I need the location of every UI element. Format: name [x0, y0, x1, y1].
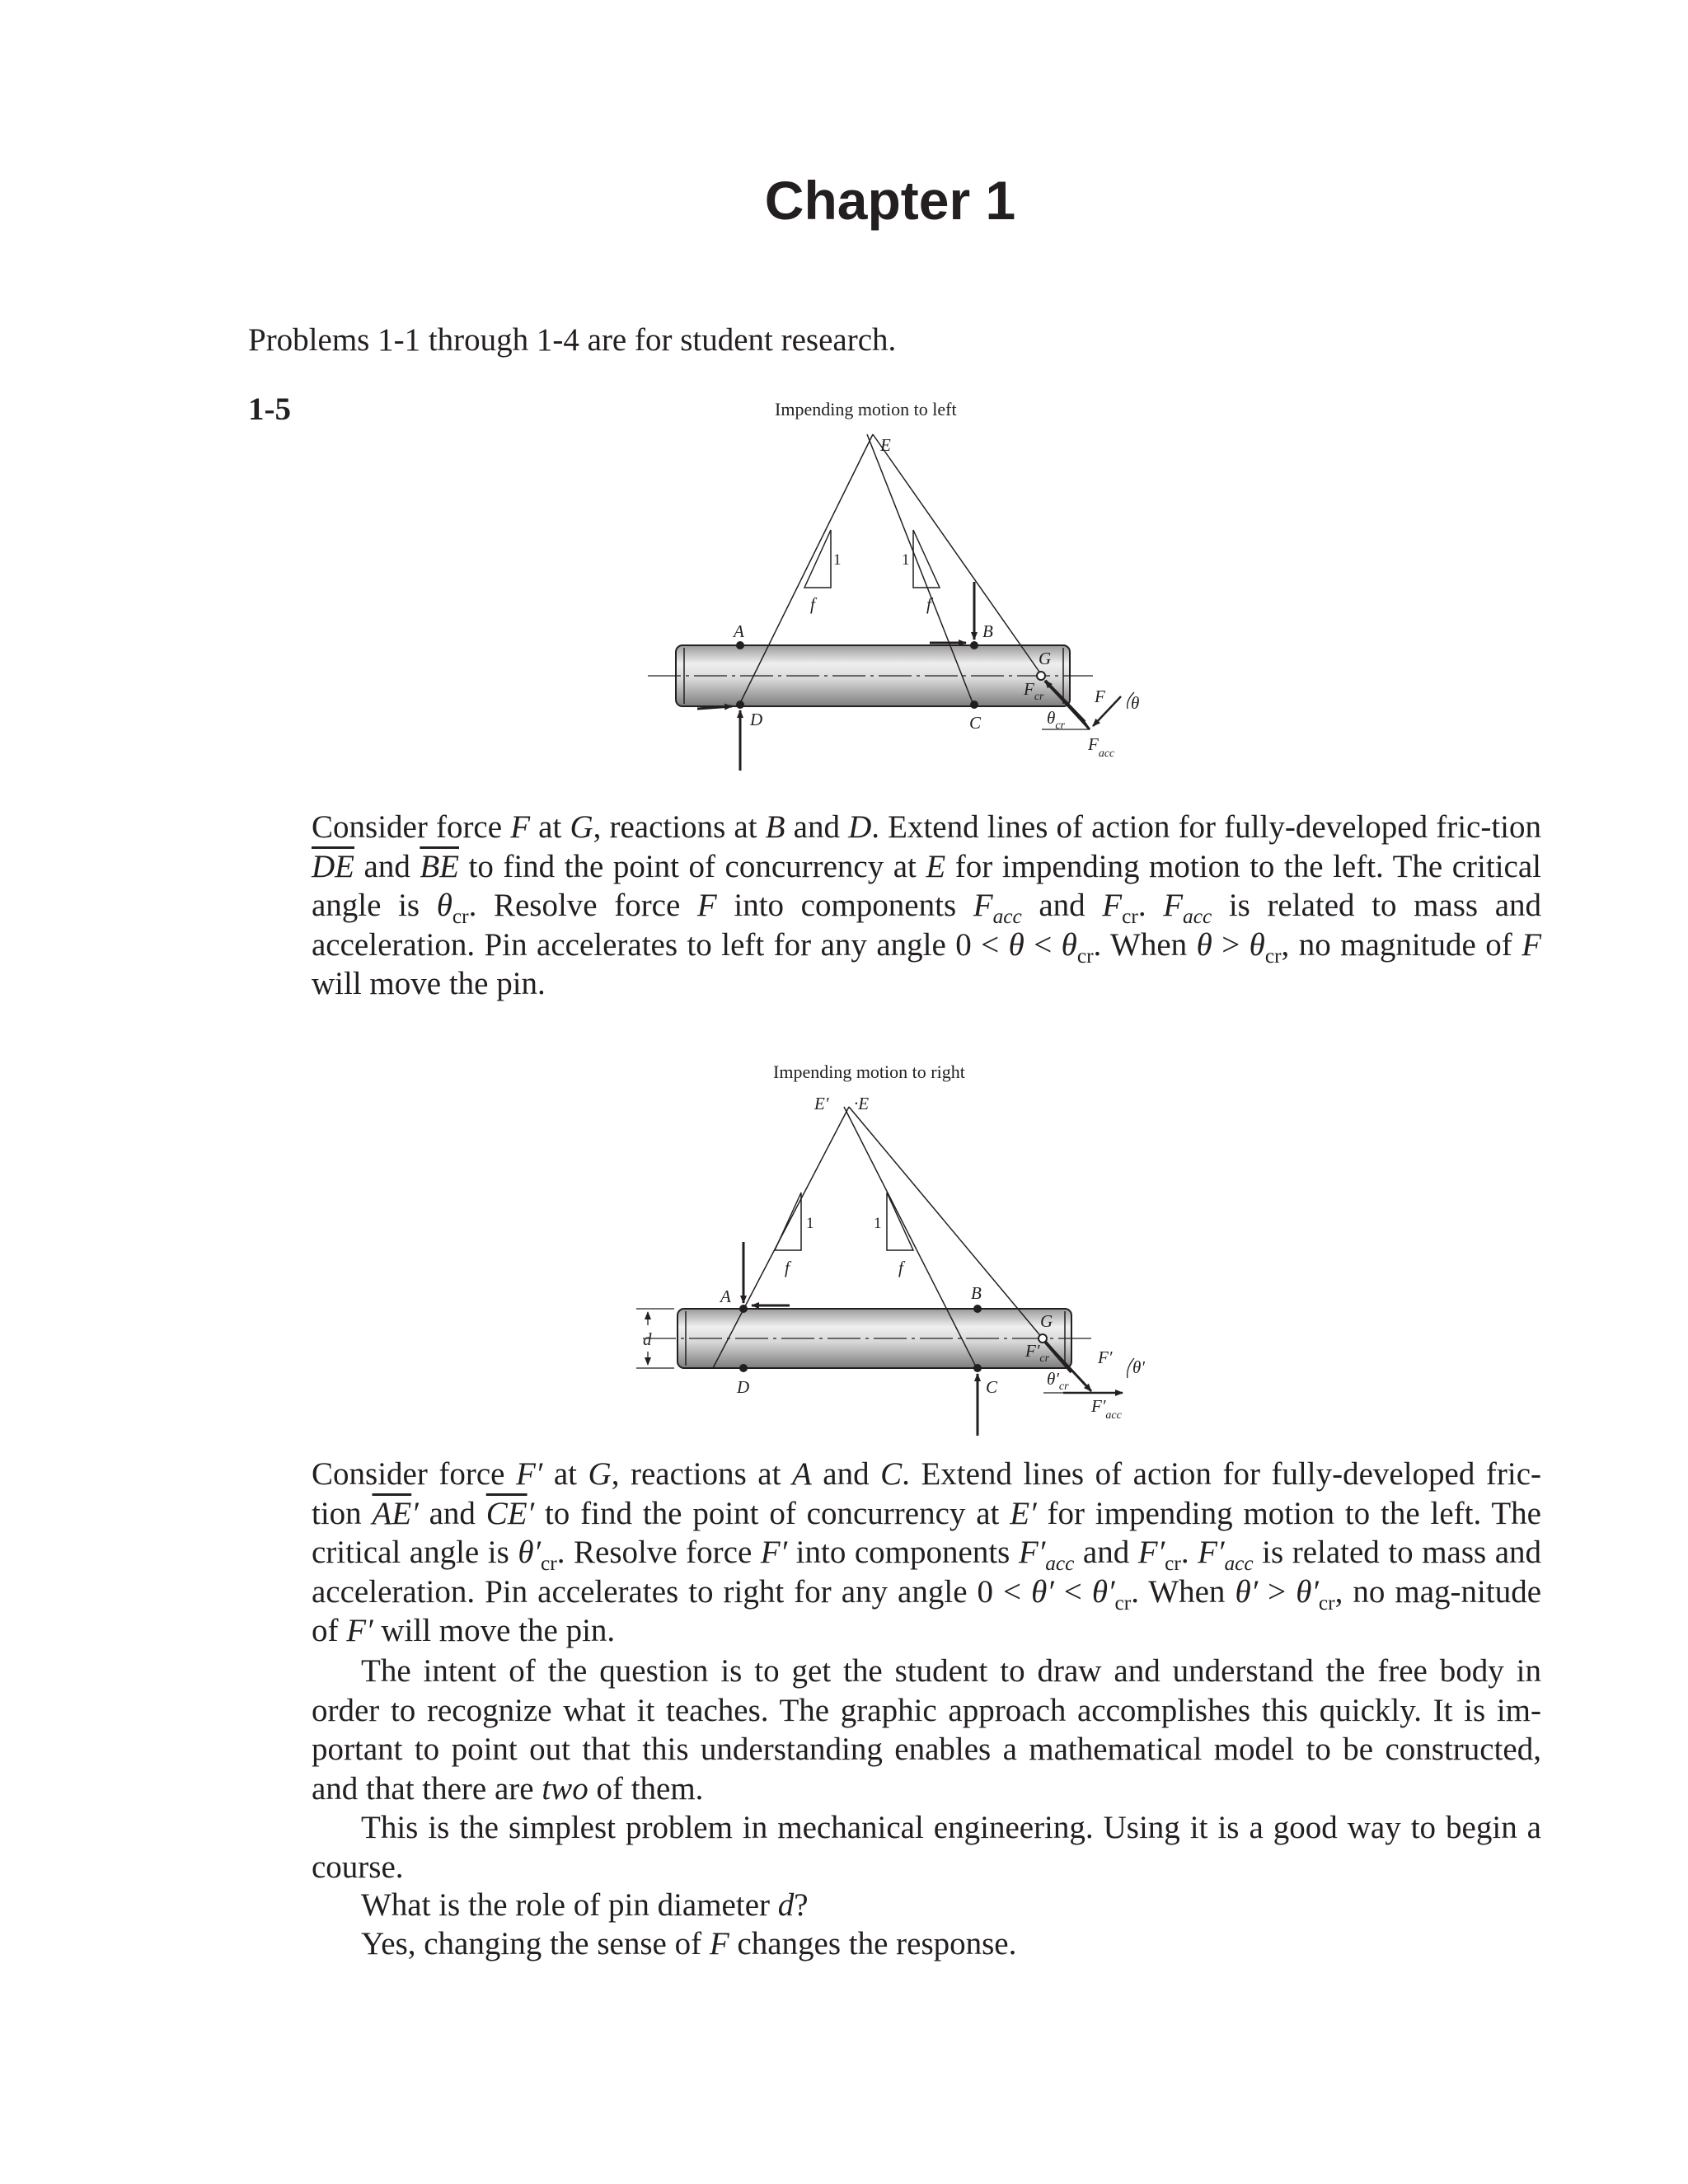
point-D	[736, 701, 744, 709]
label-theta-prime: θ′	[1132, 1357, 1145, 1377]
paragraph-pin-diameter: What is the role of pin diameter d?	[361, 1887, 809, 1923]
paragraph-sense-of-F: Yes, changing the sense of F changes the response.	[361, 1926, 1017, 1961]
problem-number: 1-5	[248, 391, 291, 427]
point-A	[736, 641, 744, 649]
label-G: G	[1039, 649, 1052, 668]
label-E-prime: E′	[814, 1094, 829, 1113]
label-slope-f-left: f	[810, 594, 815, 614]
label-B: B	[971, 1283, 982, 1303]
point-C	[973, 1364, 982, 1372]
label-E: ·E	[854, 1094, 870, 1113]
label-Fcr: $F_{cr}$	[1024, 679, 1044, 703]
label-slope-f-right: f	[898, 1258, 903, 1277]
label-theta: θ	[1131, 693, 1140, 713]
label-d: d	[643, 1329, 652, 1349]
label-F: F	[1095, 687, 1105, 706]
paragraph-impending-right: Consider force F′ at G, reactions at A and C. Extend lines of action for fully-developed fric-tion $\overline{AE}'$ and $\overline{CE}'$ to find the point of concurrency at E′ for impending motion to the left. The critical angle is $\theta'_{cr}$. Resolve force F′ into components $F'_{acc}$ and $F'_{cr}$. $F'_{acc}$ is related to mass and acceleration. Pin accelerates to right for any angle $0 < \theta' < \theta'_{cr}$. When $\theta' > \theta'_{cr}$, no mag-nitude of F′ will move the pin.	[312, 1456, 1542, 1648]
figure-impending-left	[643, 396, 1187, 775]
label-B: B	[982, 621, 993, 641]
label-Fcr-prime: $F'_{cr}$	[1025, 1341, 1050, 1365]
label-C: C	[969, 713, 982, 733]
label-theta-cr-prime: $\theta'_{cr}$	[1047, 1369, 1069, 1393]
paragraph-simplest-problem: This is the simplest problem in mechanical engineering. Using it is a good way to begin a course.	[312, 1810, 1541, 1885]
label-E: E	[880, 435, 891, 455]
label-Facc-prime: $F'_{acc}$	[1091, 1396, 1122, 1422]
label-G: G	[1040, 1311, 1053, 1331]
point-B	[970, 641, 978, 649]
figure-impending-right	[626, 1055, 1187, 1451]
figure1-title: Impending motion to left	[775, 399, 957, 419]
label-slope-1-right: 1	[874, 1215, 882, 1232]
point-C	[970, 701, 978, 709]
label-D: D	[737, 1377, 750, 1397]
label-slope-f-left: f	[785, 1258, 790, 1277]
figure2-title: Impending motion to right	[773, 1062, 965, 1082]
label-A: A	[734, 621, 744, 641]
paragraph-impending-left: Consider force F at G, reactions at B and D. Extend lines of action for fully-developed fric-tion $\overline{DE}$ and $\overline{BE}$ to find the point of concurrency at E for impending motion to the left. The critical angle is $\theta_{cr}$. Resolve force F into components $F_{acc}$ and $F_{cr}$. $F_{acc}$ is related to mass and acceleration. Pin accelerates to left for any angle $0 < \theta < \theta_{cr}$. When $\theta > \theta_{cr}$, no magnitude of F will move the pin.	[312, 809, 1542, 1001]
page-title: Chapter 1	[764, 170, 1016, 231]
label-F-prime: F′	[1098, 1347, 1113, 1367]
label-Facc: $F_{acc}$	[1088, 734, 1115, 760]
point-G	[1037, 672, 1045, 680]
label-D: D	[750, 710, 763, 729]
point-B	[973, 1305, 982, 1313]
label-slope-1-left: 1	[833, 551, 842, 569]
label-slope-1-right: 1	[902, 551, 910, 569]
label-slope-f-right: f	[926, 594, 931, 614]
label-slope-1-left: 1	[806, 1215, 814, 1232]
point-A	[739, 1305, 748, 1313]
label-C: C	[986, 1377, 998, 1397]
point-G	[1039, 1334, 1047, 1343]
paragraph-intent: The intent of the question is to get the student to draw and understand the free body in order to recognize what it teaches. The graphic approach accomplishes this quickly. It is im-portant to point out that this understanding enables a mathematical model to be constructed, and that there are two of them.	[312, 1653, 1541, 1807]
label-A: A	[720, 1286, 731, 1306]
label-theta-cr: $\theta_{cr}$	[1047, 708, 1065, 732]
intro-text: Problems 1-1 through 1-4 are for student research.	[248, 322, 897, 358]
point-D	[739, 1364, 748, 1372]
